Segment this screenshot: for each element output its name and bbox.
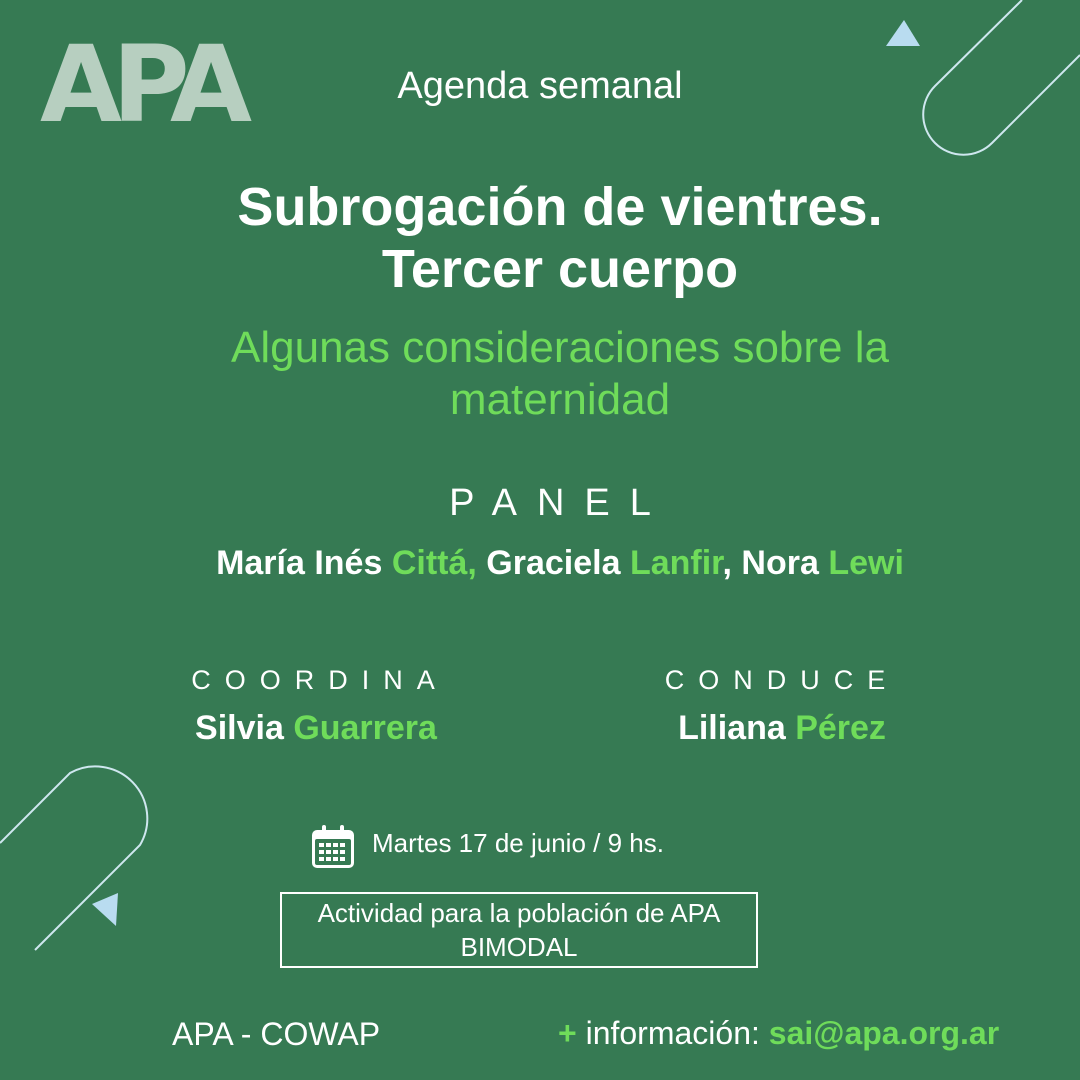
activity-line-2: BIMODAL <box>460 932 578 962</box>
panelist-last-name: Lanfir <box>629 544 723 582</box>
plus-icon: + <box>558 1015 577 1051</box>
agenda-label: Agenda semanal <box>397 65 683 107</box>
panelist-first-name: Graciela <box>476 544 630 582</box>
title-line-1: Subrogación de vientres. <box>237 177 883 237</box>
contact-email-link[interactable]: sai@apa.org.ar <box>768 1015 1000 1051</box>
event-date: Martes 17 de junio / 9 hs. <box>372 828 664 858</box>
panelist-last-name: Lewi <box>828 544 904 582</box>
conduce-first-name: Liliana <box>678 709 796 747</box>
panelist-last-name: Cittá, <box>391 544 477 582</box>
panelist-first-name: María Inés <box>216 544 392 582</box>
info-label: información: <box>576 1015 769 1051</box>
calendar-icon <box>310 824 356 870</box>
event-subtitle <box>120 322 1000 426</box>
subtitle-line-2: maternidad <box>449 375 671 424</box>
panelist-first-name: , Nora <box>722 544 829 582</box>
conduce-label: CONDUCE <box>664 665 900 695</box>
conduce-name <box>572 703 992 753</box>
apa-logo: APA <box>40 23 243 146</box>
coordina-last-name: Guarrera <box>293 709 437 747</box>
activity-box <box>280 892 758 968</box>
coordina-first-name: Silvia <box>195 709 294 747</box>
subtitle-line-1: Algunas consideraciones sobre la <box>231 323 889 372</box>
triangle-top-right <box>886 20 920 46</box>
panel-heading: PANEL <box>449 482 671 524</box>
footer-organization: APA - COWAP <box>172 1016 381 1052</box>
triangle-bottom-left <box>92 893 118 926</box>
panelists <box>60 538 1060 588</box>
coordina-label: COORDINA <box>191 665 449 695</box>
activity-line-1: Actividad para la población de APA <box>317 898 721 928</box>
footer-info <box>558 1012 1058 1054</box>
title-line-2: Tercer cuerpo <box>381 239 739 299</box>
conduce-last-name: Pérez <box>795 709 886 747</box>
coordina-name <box>106 703 526 753</box>
event-title <box>120 176 1000 300</box>
